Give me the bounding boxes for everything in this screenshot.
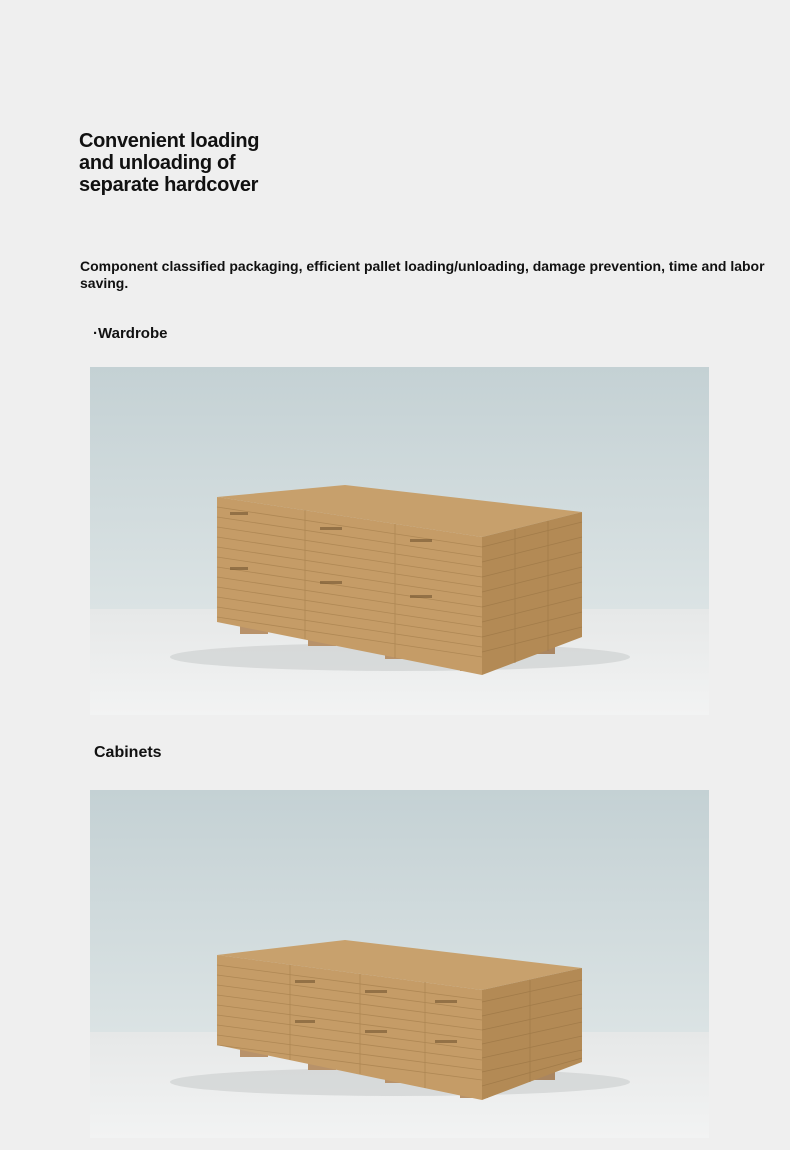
page-title (79, 130, 319, 196)
section-label-wardrobe: ·Wardrobe (93, 325, 168, 342)
title-line: and unloading of (79, 152, 236, 174)
cabinets-packaging-photo (90, 790, 709, 1138)
title-line: separate hardcover (79, 174, 259, 196)
wardrobe-packaging-photo (90, 367, 709, 715)
page-description: Component classified packaging, efficient pallet loading/unloading, damage prevention, time and labor saving. (80, 258, 765, 291)
section-label-cabinets: Cabinets (94, 744, 162, 761)
pallet-boxes-image (90, 790, 709, 1138)
title-line: Convenient loading (79, 130, 260, 152)
pallet-boxes-image (90, 367, 709, 715)
